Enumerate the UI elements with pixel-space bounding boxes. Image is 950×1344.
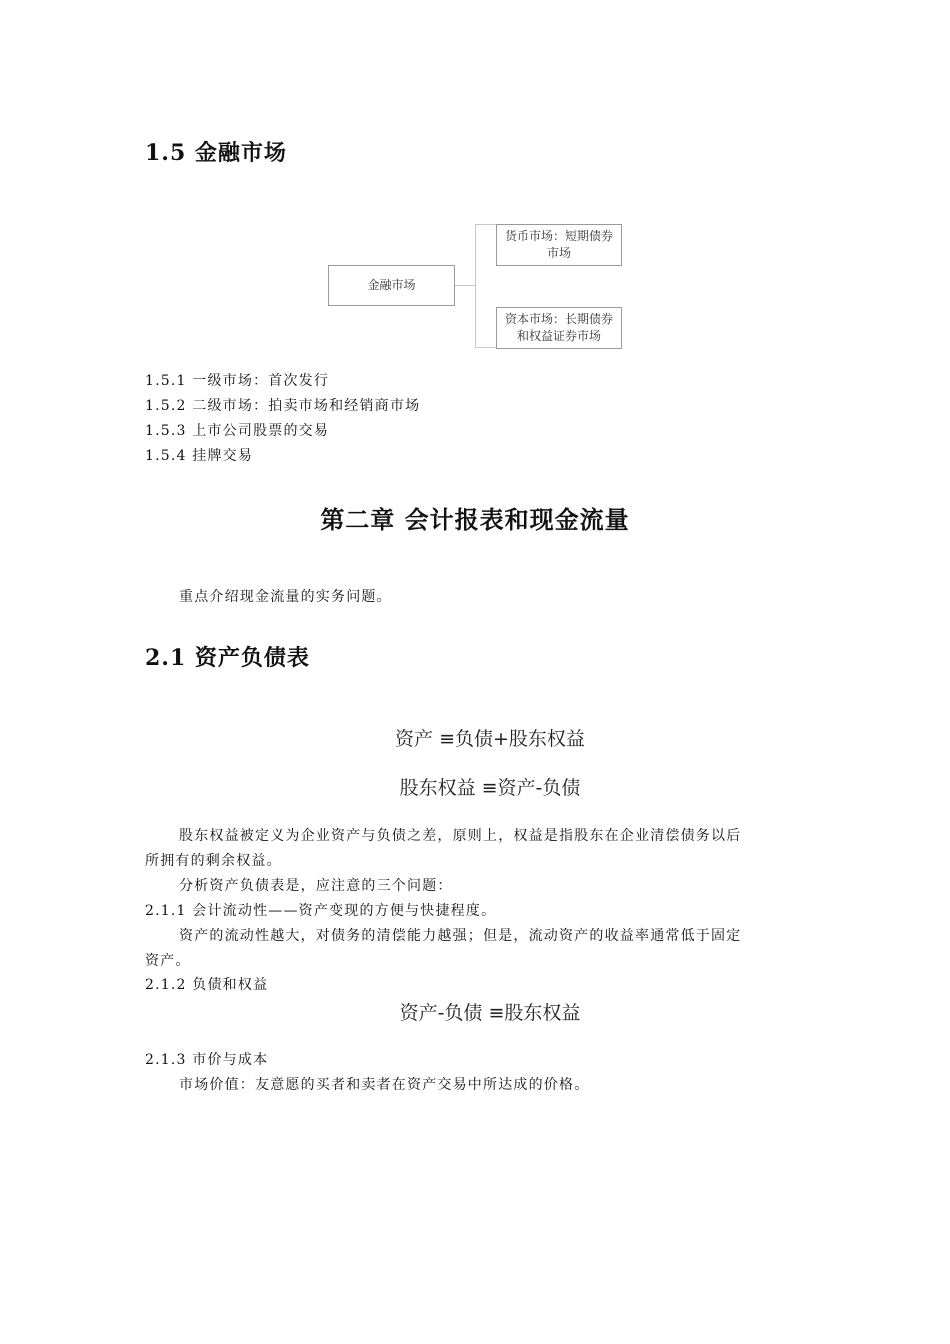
capital-market-label-2: 和权益证券市场 <box>516 329 601 343</box>
diagram-bracket <box>475 224 476 348</box>
chapter-title: 第二章 会计报表和现金流量 <box>320 505 630 534</box>
diagram-root-label: 金融市场 <box>367 278 416 292</box>
paragraph-liquidity-line1: 资产的流动性越大，对债务的清偿能力越强；但是，流动资产的收益率通常低于固定 <box>179 928 742 944</box>
paragraph-market-value: 市场价值：友意愿的买者和卖者在资产交易中所达成的价格。 <box>179 1077 590 1093</box>
subsection-2-1-3: 2.1.3 市价与成本 <box>145 1052 269 1068</box>
diagram-bracket-bottom <box>475 347 497 348</box>
section-title-2-1: 2.1 资产负债表 <box>145 645 310 671</box>
subsection-2-1-2: 2.1.2 负债和权益 <box>145 977 269 993</box>
diagram-node-money-market <box>496 224 622 266</box>
paragraph-equity-line1: 股东权益被定义为企业资产与负债之差，原则上，权益是指股东在企业清偿债务以后 <box>179 828 742 844</box>
section-title-1-5: 1.5 金融市场 <box>145 140 287 166</box>
list-item: 1.5.1 一级市场：首次发行 <box>145 373 330 389</box>
equation-3: 资产-负债 ≡股东权益 <box>399 1002 581 1024</box>
capital-market-label-1: 资本市场：长期债券 <box>504 312 613 326</box>
diagram-connector <box>455 285 475 286</box>
equation-2: 股东权益 ≡资产-负债 <box>399 777 581 799</box>
diagram-root-node <box>328 265 455 306</box>
diagram-bracket-top <box>475 224 497 225</box>
diagram-node-capital-market <box>496 307 622 349</box>
paragraph-liquidity-line2: 资产。 <box>145 953 191 969</box>
paragraph-analysis: 分析资产负债表是，应注意的三个问题： <box>179 878 453 894</box>
subsection-2-1-1: 2.1.1 会计流动性——资产变现的方便与快捷程度。 <box>145 903 497 919</box>
list-item: 1.5.4 挂牌交易 <box>145 448 254 464</box>
paragraph-equity-line2: 所拥有的剩余权益。 <box>145 853 282 869</box>
equation-1: 资产 ≡负债+股东权益 <box>395 728 585 750</box>
money-market-label-2: 市场 <box>546 246 571 260</box>
list-item: 1.5.3 上市公司股票的交易 <box>145 423 330 439</box>
chapter-intro: 重点介绍现金流量的实务问题。 <box>179 589 392 605</box>
money-market-label-1: 货币市场：短期债券 <box>504 229 613 243</box>
list-item: 1.5.2 二级市场：拍卖市场和经销商市场 <box>145 398 421 414</box>
